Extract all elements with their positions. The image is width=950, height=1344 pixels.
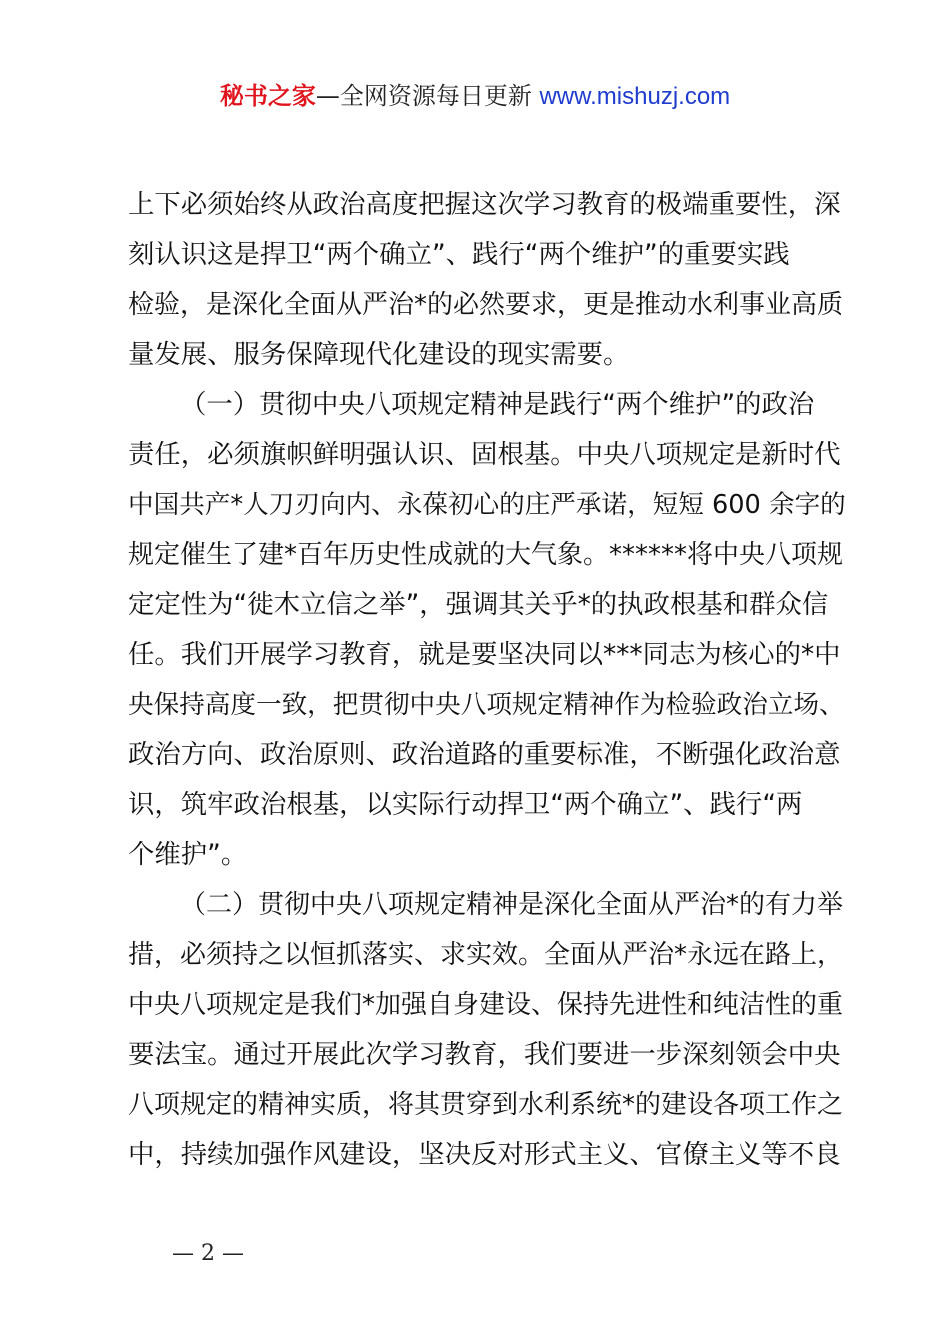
text-line: 上下必须始终从政治高度把握这次学习教育的极端重要性，深 [128,189,841,220]
site-tagline: —全网资源每日更新 [315,82,540,110]
text-line: 中国共产*人刀刃向内、永葆初心的庄严承诺，短短 600 余字的 [128,490,846,520]
text-line: 中，持续加强作风建设，坚决反对形式主义、官僚主义等不良 [128,1139,841,1170]
text-line: 措，必须持之以恒抓落实、求实效。全面从严治*永远在路上， [128,940,844,970]
text-line: 要法宝。通过开展此次学习教育，我们要进一步深刻领会中央 [128,1039,841,1070]
text-line: 任。我们开展学习教育，就是要坚决同以***同志为核心的*中 [128,639,841,670]
text-line: 八项规定的精神实质，将其贯穿到水利系统*的建设各项工作之 [128,1090,844,1120]
site-url-link[interactable]: www.mishuzj.com [539,83,731,110]
text-line: 识，筑牢政治根基，以实际行动捍卫“两个确立”、践行“两 [128,789,803,820]
text-line: 政治方向、政治原则、政治道路的重要标准，不断强化政治意 [128,739,841,770]
site-brand: 秘书之家 [219,82,316,110]
page-number: — 2 — [172,1241,244,1266]
paragraph-heading-line: （二）贯彻中央八项规定精神是深化全面从严治*的有力举 [180,890,844,920]
text-line: 规定催生了建*百年历史性成就的大气象。******将中央八项规 [128,540,844,570]
site-header [0,78,950,115]
paragraph-heading-line: （一）贯彻中央八项规定精神是践行“两个维护”的政治 [180,389,815,420]
text-line: 定定性为“徙木立信之举”，强调其关乎*的执政根基和群众信 [128,589,829,620]
text-line: 责任，必须旗帜鲜明强认识、固根基。中央八项规定是新时代 [128,439,841,470]
text-line: 刻认识这是捍卫“两个确立”、践行“两个维护”的重要实践 [128,239,790,270]
text-line: 检验，是深化全面从严治*的必然要求，更是推动水利事业高质 [128,290,844,320]
text-line: 中央八项规定是我们*加强自身建设、保持先进性和纯洁性的重 [128,990,844,1020]
text-line: 央保持高度一致，把贯彻中央八项规定精神作为检验政治立场、 [128,690,845,720]
text-line: 量发展、服务保障现代化建设的现实需要。 [128,339,630,370]
text-line: 个维护”。 [128,839,248,870]
